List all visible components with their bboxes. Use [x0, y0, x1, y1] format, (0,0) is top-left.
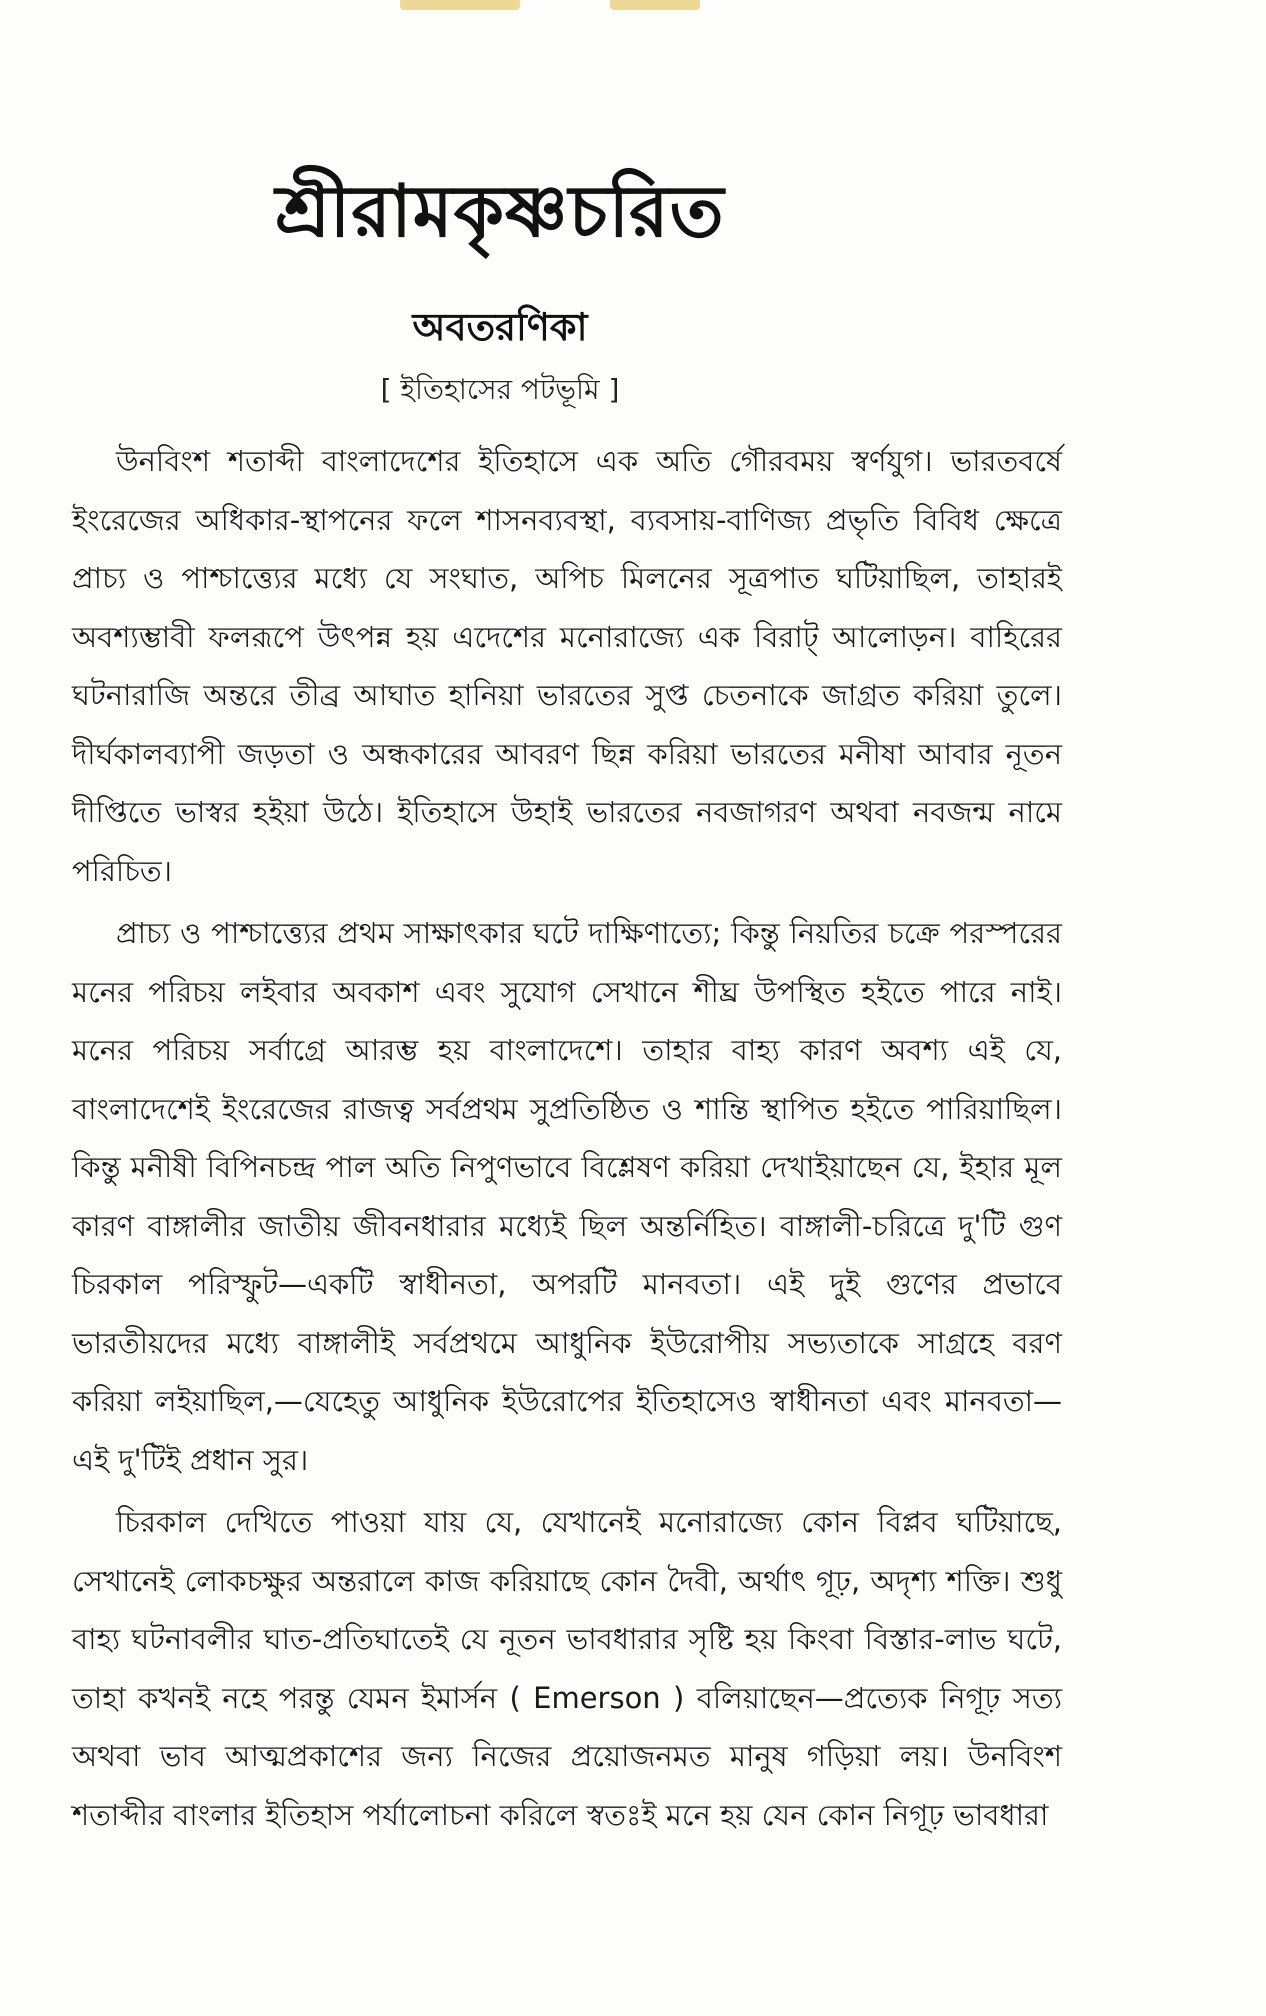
paragraph-2: প্রাচ্য ও পাশ্চাত্ত্যের প্রথম সাক্ষাৎকার ঘটে দাক্ষিণাত্যে; কিন্তু নিয়তির চক্রে পরস্পরের মনের পরিচয় লইবার অবকাশ এবং সুযোগ সেখানে শীঘ্র উপস্থিত হইতে পারে নাই। মনের পরিচয় সর্বাগ্রে আরম্ভ হয় বাংলাদেশে। তাহার বাহ্য কারণ অবশ্য এই যে, বাংলাদেশেই ইংরেজের রাজত্ব সর্বপ্রথম সুপ্রতিষ্ঠিত ও শান্তি স্থাপিত হইতে পারিয়াছিল। কিন্তু মনীষী বিপিনচন্দ্র পাল অতি নিপুণভাবে বিশ্লেষণ করিয়া দেখাইয়াছেন যে, ইহার মূল কারণ বাঙ্গালীর জাতীয় জীবনধারার মধ্যেই ছিল অন্তর্নিহিত। বাঙ্গালী-চরিত্রে দু'টি গুণ চিরকাল পরিস্ফুট—একটি স্বাধীনতা, অপরটি মানবতা। এই দুই গুণের প্রভাবে ভারতীয়দের মধ্যে বাঙ্গালীই সর্বপ্রথমে আধুনিক ইউরোপীয় সভ্যতাকে সাগ্রহে বরণ করিয়া লইয়াছিল,—যেহেতু আধুনিক ইউরোপের ইতিহাসেও স্বাধীনতা এবং মানবতা—এই দু'টিই প্রধান সুর। [72, 916, 1062, 1477]
paper-stain-mark [400, 0, 520, 10]
section-tagline: [ ইতিহাসের পটভূমি ] [380, 373, 620, 406]
page-title: শ্রীরামকৃষ্ণচরিত [275, 169, 725, 253]
body-text [72, 432, 1062, 1848]
paragraph-1: উনবিংশ শতাব্দী বাংলাদেশের ইতিহাসে এক অতি গৌরবময় স্বর্ণযুগ। ভারতবর্ষে ইংরেজের অধিকার-স্থাপনের ফলে শাসনব্যবস্থা, ব্যবসায়-বাণিজ্য প্রভৃতি বিবিধ ক্ষেত্রে প্রাচ্য ও পাশ্চাত্ত্যের মধ্যে যে সংঘাত, অপিচ মিলনের সূত্রপাত ঘটিয়াছিল, তাহারই অবশ্যম্ভাবী ফলরূপে উৎপন্ন হয় এদেশের মনোরাজ্যে এক বিরাট্ আলোড়ন। বাহিরের ঘটনারাজি অন্তরে তীব্র আঘাত হানিয়া ভারতের সুপ্ত চেতনাকে জাগ্রত করিয়া তুলে। দীর্ঘকালব্যাপী জড়তা ও অন্ধকারের আবরণ ছিন্ন করিয়া ভারতের মনীষা আবার নূতন দীপ্তিতে ভাস্বর হইয়া উঠে। ইতিহাসে উহাই ভারতের নবজাগরণ অথবা নবজন্ম নামে পরিচিত। [72, 444, 1062, 888]
paragraph-3: চিরকাল দেখিতে পাওয়া যায় যে, যেখানেই মনোরাজ্যে কোন বিপ্লব ঘটিয়াছে, সেখানেই লোকচক্ষুর অন্তরালে কাজ করিয়াছে কোন দৈবী, অর্থাৎ গূঢ়, অদৃশ্য শক্তি। শুধু বাহ্য ঘটনাবলীর ঘাত-প্রতিঘাতেই যে নূতন ভাবধারার সৃষ্টি হয় কিংবা বিস্তার-লাভ ঘটে, তাহা কখনই নহে পরন্তু যেমন ইমার্সন ( Emerson ) বলিয়াছেন—প্রত্যেক নিগূঢ় সত্য অথবা ভাব আত্মপ্রকাশের জন্য নিজের প্রয়োজনমত মানুষ গড়িয়া লয়। উনবিংশ শতাব্দীর বাংলার ইতিহাস পর্যালোচনা করিলে স্বতঃই মনে হয় যেন কোন নিগূঢ় ভাবধারা [72, 1505, 1062, 1832]
section-heading: অবতরণিকা [412, 305, 588, 349]
top-edge-marks [0, 0, 1266, 14]
paper-stain-mark [610, 0, 700, 10]
